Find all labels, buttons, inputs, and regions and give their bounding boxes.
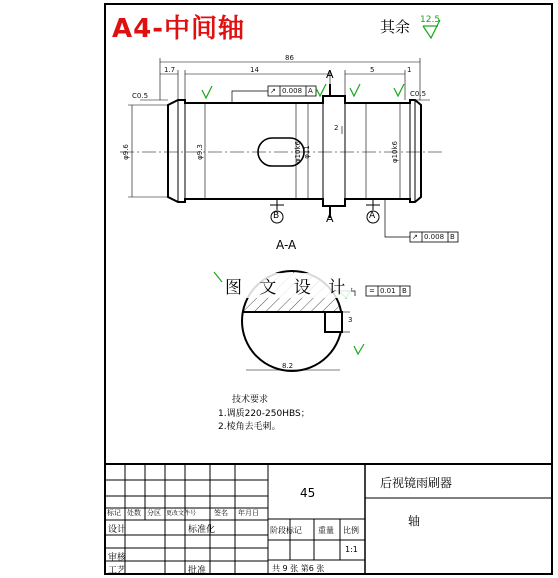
tb-scale-number: 45 — [300, 486, 316, 500]
tb-stage-mark: 阶段标记 — [270, 526, 302, 535]
tb-sheets: 共 9 张 第6 张 — [272, 564, 325, 573]
dim-dia9: φ9.3 — [195, 144, 204, 160]
dim-2: 2 — [334, 124, 339, 132]
tb-rev-h1: 处数 — [127, 509, 141, 517]
dimension-lines — [128, 58, 430, 199]
section-mark-bottom: A — [326, 212, 334, 225]
dim-14: 14 — [250, 66, 259, 74]
dim-3: 3 — [348, 316, 353, 324]
tb-rev-h4: 签名 — [214, 509, 228, 517]
tech-item-1: 1.调质220-250HBS； — [218, 409, 310, 419]
section-title: A-A — [276, 238, 297, 252]
drawing-title: A4-中间轴 — [112, 14, 246, 44]
tb-standard: 标准化 — [188, 525, 216, 535]
tech-heading: 技术要求 — [232, 395, 269, 405]
dim-dia96: φ9.6 — [121, 144, 130, 160]
datum-a-label: A — [369, 211, 376, 221]
tech-item-2: 2.棱角去毛刺。 — [218, 422, 281, 432]
gtol-top-ref: A — [308, 87, 313, 95]
roughness-value: 12.5 — [420, 15, 441, 25]
gtol-leaders — [232, 91, 410, 296]
gtol-right-ref: B — [450, 233, 455, 241]
dim-c05-right: C0.5 — [410, 90, 427, 98]
datum-b-label: B — [273, 211, 280, 221]
tb-rev-h3: 更改文件号 — [166, 510, 197, 517]
gtol-top-symbol: ↗ — [270, 87, 276, 95]
tb-ratio: 比例 — [343, 526, 359, 535]
tb-weight: 重量 — [318, 526, 334, 535]
dim-dia10-left: φ10k6 — [294, 140, 303, 164]
dim-overall: 86 — [285, 54, 294, 62]
dim-1: 1 — [407, 66, 412, 74]
dim-c05-left: C0.5 — [132, 92, 149, 100]
gtol-section-value: 0.01 — [380, 287, 396, 295]
gtol-section-symbol: = — [369, 287, 375, 295]
tb-part-name: 轴 — [408, 514, 421, 528]
gtol-right-symbol: ↗ — [412, 233, 418, 241]
tb-product-name: 后视镜雨刷器 — [380, 476, 453, 490]
roughness-label: 其余 — [380, 18, 411, 36]
gtol-top-value: 0.008 — [282, 87, 303, 95]
gtol-right-value: 0.008 — [424, 233, 445, 241]
dim-8-2: 8.2 — [282, 362, 294, 370]
section-mark-top: A — [326, 68, 334, 81]
dim-1-7: 1.7 — [164, 66, 176, 74]
gtol-section-ref: B — [402, 287, 407, 295]
tb-review: 审核 — [108, 553, 127, 563]
tb-rev-h2: 分区 — [147, 509, 161, 517]
dim-dia10-right: φ10k6 — [391, 140, 400, 164]
tb-craft: 工艺 — [108, 566, 127, 576]
dim-dia11: φ11 — [302, 145, 311, 159]
dim-5: 5 — [370, 66, 375, 74]
tb-design: 设计 — [108, 525, 127, 535]
title-block-lines — [105, 464, 552, 574]
watermark: 图 文 设 计 — [225, 273, 351, 298]
tb-ratio-value: 1:1 — [345, 545, 358, 554]
tb-rev-h5: 年月日 — [238, 509, 259, 517]
tb-approve: 批准 — [188, 566, 207, 576]
tb-rev-h0: 标记 — [107, 509, 121, 517]
